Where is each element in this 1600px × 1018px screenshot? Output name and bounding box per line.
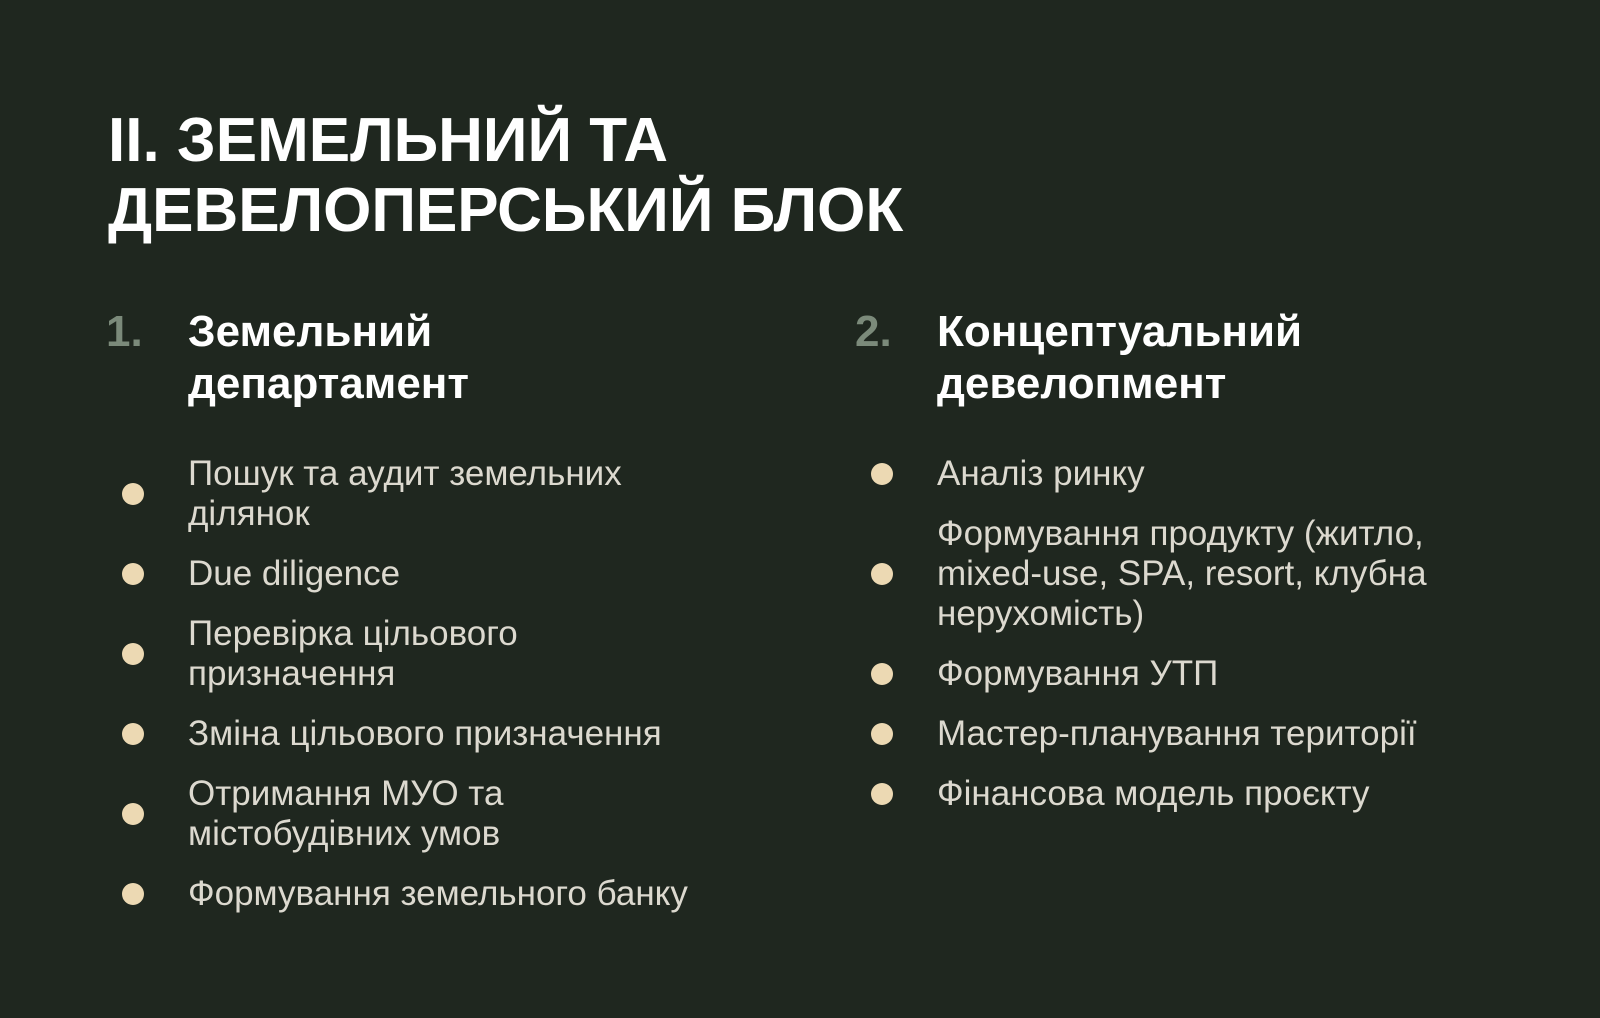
list-item [106,614,786,694]
bullet-dot-icon [871,563,893,585]
column-header [106,306,786,410]
list-item-text: Мастер-планування території [937,714,1417,753]
bullet-dot-icon [122,483,144,505]
list-item [855,654,1555,694]
bullet-dot-icon [871,783,893,805]
column-title-line-1: Концептуальний [937,307,1303,356]
list-item-text: Отримання МУО та містобудівних умов [188,774,504,853]
column-title [937,306,1302,410]
bullet-dot-icon [122,803,144,825]
list-item [106,774,786,854]
list-item [855,714,1555,754]
list-item [106,454,706,534]
list-item [106,714,786,754]
list-item [106,554,786,594]
bullet-dot-icon [871,463,893,485]
list-item-text: Пошук та аудит земельних ділянок [188,454,622,533]
column-land-department [106,306,786,913]
bullet-list [855,454,1555,834]
column-concept-development [855,306,1555,813]
list-item [855,514,1555,634]
slide-title [108,106,1208,246]
bullet-list [106,454,786,934]
bullet-dot-icon [122,723,144,745]
slide-title-line-2: ДЕВЕЛОПЕРСЬКИЙ БЛОК [108,176,904,245]
list-item-text: Фінансова модель проєкту [937,774,1370,813]
list-item-text: Аналіз ринку [937,454,1145,493]
column-number: 2. [855,307,892,356]
column-number: 1. [106,307,143,356]
list-item-text: Формування земельного банку [188,874,688,913]
list-item-text: Формування УТП [937,654,1219,693]
bullet-dot-icon [122,563,144,585]
bullet-dot-icon [122,643,144,665]
list-item [855,774,1555,814]
bullet-dot-icon [871,723,893,745]
list-item-text: Due diligence [188,554,401,593]
column-header [855,306,1555,410]
list-item [855,454,1555,494]
list-item [106,874,786,914]
list-item-text: Зміна цільового призначення [188,714,662,753]
column-title-line-1: Земельний [188,307,433,356]
list-item-text: Перевірка цільового призначення [188,614,518,693]
column-title [188,306,469,410]
column-title-line-2: девелопмент [937,359,1227,408]
list-item-text: Формування продукту (житло, mixed-use, SPA, resort, клубна нерухомість) [937,514,1427,633]
column-title-line-2: департамент [188,359,469,408]
bullet-dot-icon [122,883,144,905]
bullet-dot-icon [871,663,893,685]
slide-title-line-1: II. ЗЕМЕЛЬНИЙ ТА [108,106,669,175]
